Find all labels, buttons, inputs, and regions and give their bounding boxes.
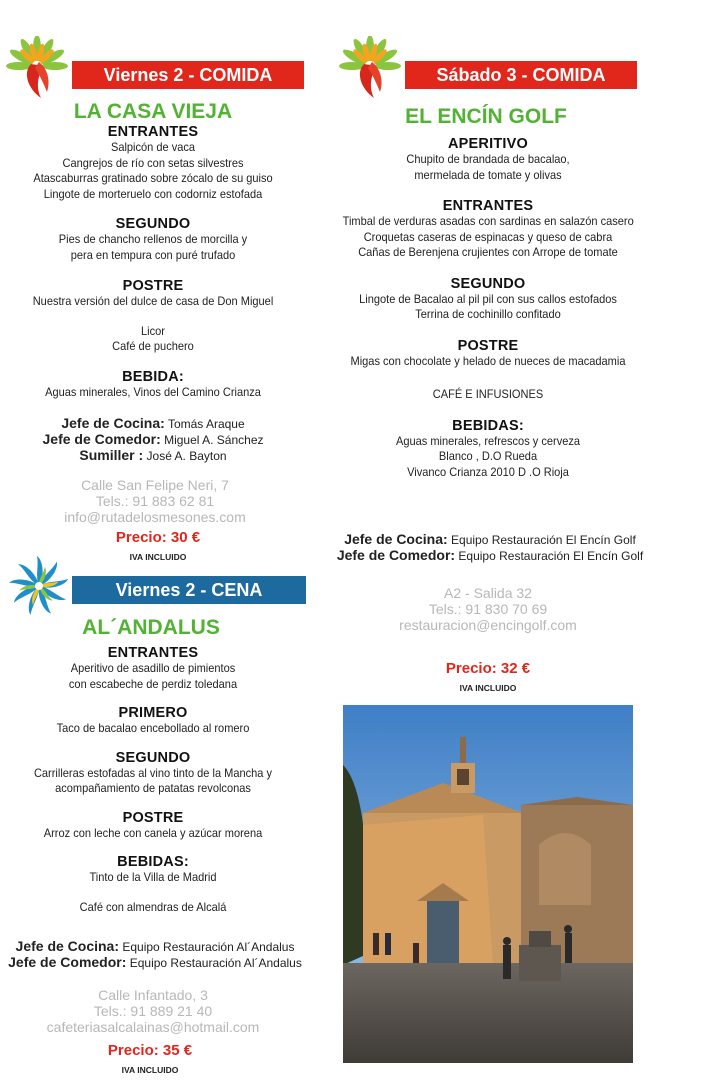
staff-name: Equipo Restauración El Encín Golf (458, 549, 644, 563)
section-heading: SEGUNDO (115, 749, 191, 766)
dish-line: Salpicón de vaca (110, 140, 196, 154)
pepper-logo-icon (337, 36, 403, 102)
dish-line: con escabeche de perdiz toledana (68, 676, 238, 691)
dish-line: Atascaburras gratinado sobre zócalo de su guiso (33, 171, 273, 185)
dish-line: Taco de bacalao encebollado al romero (56, 721, 250, 735)
church-facade-photo (343, 705, 633, 1063)
saturday-lunch-menu (330, 136, 646, 480)
friday-dinner-contact (0, 987, 306, 1035)
dish-line: Licor (141, 323, 165, 338)
dish-line: Café con almendras de Alcalá (79, 899, 227, 914)
section-heading: ENTRANTES (107, 645, 199, 661)
dish-line: Lingote de morteruelo con codorniz estofada (43, 186, 263, 201)
price-label: Precio: 30 € (115, 529, 201, 546)
address: Calle San Felipe Neri, 7 (81, 477, 229, 493)
dish-line: Terrina de cochinillo confitado (415, 307, 561, 321)
phone: Tels.: 91 830 70 69 (428, 601, 548, 617)
email: info@rutadelosmesones.com (64, 509, 246, 525)
vat-note: IVA INCLUIDO (121, 1065, 179, 1075)
dish-line: Blanco , D.O Rueda (438, 449, 538, 463)
agave-logo-icon (6, 553, 72, 619)
section-heading: SEGUNDO (115, 216, 191, 232)
dish-line: Nuestra versión del dulce de casa de Don Miguel (32, 294, 274, 308)
staff-role: Jefe de Comedor: (8, 954, 127, 970)
price-label: Precio: 32 € (445, 660, 531, 677)
dish-line: Tinto de la Villa de Madrid (89, 870, 217, 884)
dish-line: Pies de chancho rellenos de morcilla y (58, 232, 248, 246)
dish-line: Aguas minerales, Vinos del Camino Crianza (45, 384, 261, 399)
dish-line: Timbal de verduras asadas con sardinas en salazón casero (342, 214, 634, 228)
dish-line: acompañamiento de patatas revolconas (55, 781, 251, 795)
section-heading: ENTRANTES (442, 198, 534, 214)
dish-line: Migas con chocolate y helado de nueces de macadamia (350, 353, 626, 368)
section-heading: POSTRE (122, 809, 184, 826)
staff-name: Miguel A. Sánchez (164, 433, 264, 447)
friday-lunch-staff (0, 416, 306, 464)
friday-lunch-menu (0, 124, 306, 400)
phone: Tels.: 91 883 62 81 (95, 493, 215, 509)
email: cafeteriasalcalainas@hotmail.com (46, 1019, 260, 1035)
restaurant-name-el-encin-golf: EL ENCÍN GOLF (405, 105, 567, 128)
dish-line: Chupito de brandada de bacalao, (406, 152, 570, 166)
section-heading: SEGUNDO (450, 275, 526, 292)
section-heading: BEBIDAS: (452, 417, 524, 434)
staff-name: Equipo Restauración Al´Andalus (129, 956, 302, 970)
saturday-lunch-contact (330, 585, 646, 633)
section-heading: BEBIDA: (122, 368, 184, 385)
section-heading: POSTRE (122, 278, 184, 294)
staff-name: Tomás Araque (167, 417, 245, 431)
dish-line: Café de puchero (112, 339, 194, 353)
dish-line: Carrilleras estofadas al vino tinto de la Mancha y (33, 765, 273, 780)
friday-dinner-staff (0, 939, 310, 971)
dish-line: Lingote de Bacalao al pil pil con sus callos estofados (359, 291, 617, 306)
dish-line: pera en tempura con puré trufado (70, 247, 236, 262)
restaurant-name-al-andalus: AL´ANDALUS (82, 616, 220, 639)
dish-line: Aperitivo de asadillo de pimientos (70, 661, 236, 675)
staff-role: Jefe de Cocina: (15, 938, 120, 954)
saturday-lunch-staff (330, 532, 650, 564)
staff-role: Jefe de Cocina: (344, 531, 448, 547)
dish-line: mermelada de tomate y olivas (414, 167, 562, 182)
section-heading: ENTRANTES (107, 124, 199, 140)
vat-note: IVA INCLUIDO (459, 683, 517, 693)
dish-line: Croquetas caseras de espinacas y queso de cabra (363, 229, 613, 244)
staff-name: Equipo Restauración Al´Andalus (122, 940, 295, 954)
dish-line: Vivanco Crianza 2010 D .O Rioja (407, 464, 569, 479)
phone: Tels.: 91 889 21 40 (93, 1003, 213, 1019)
staff-role: Jefe de Cocina: (61, 415, 165, 431)
dish-line: Arroz con leche con canela y azúcar morena (43, 825, 263, 840)
friday-dinner-menu (0, 645, 306, 915)
section-heading: BEBIDAS: (117, 854, 189, 870)
address: A2 - Salida 32 (444, 585, 532, 601)
staff-role: Jefe de Comedor: (336, 547, 456, 563)
price-label: Precio: 35 € (107, 1042, 193, 1059)
friday-lunch-banner: Viernes 2 - COMIDA (72, 61, 304, 89)
section-heading: PRIMERO (118, 705, 188, 721)
staff-role: Jefe de Comedor: (42, 431, 161, 447)
section-heading: POSTRE (457, 337, 519, 354)
section-heading: APERITIVO (448, 136, 528, 152)
pepper-logo-icon (4, 36, 70, 102)
restaurant-name-la-casa-vieja: LA CASA VIEJA (73, 100, 233, 123)
friday-lunch-contact (0, 477, 310, 525)
staff-name: José A. Bayton (146, 449, 227, 463)
email: restauracion@encingolf.com (399, 617, 577, 633)
address: Calle Infantado, 3 (98, 987, 208, 1003)
dish-line: Cañas de Berenjena crujientes con Arrope de tomate (358, 245, 618, 259)
dish-line: CAFÉ E INFUSIONES (432, 387, 544, 401)
dish-line: Aguas minerales, refrescos y cerveza (395, 433, 581, 448)
saturday-lunch-banner: Sábado 3 - COMIDA (405, 61, 637, 89)
staff-role: Sumiller : (79, 447, 144, 463)
vat-note: IVA INCLUIDO (129, 552, 187, 562)
friday-dinner-banner: Viernes 2 - CENA (72, 576, 306, 604)
dish-line: Cangrejos de río con setas silvestres (62, 155, 244, 170)
staff-name: Equipo Restauración El Encín Golf (451, 533, 636, 547)
